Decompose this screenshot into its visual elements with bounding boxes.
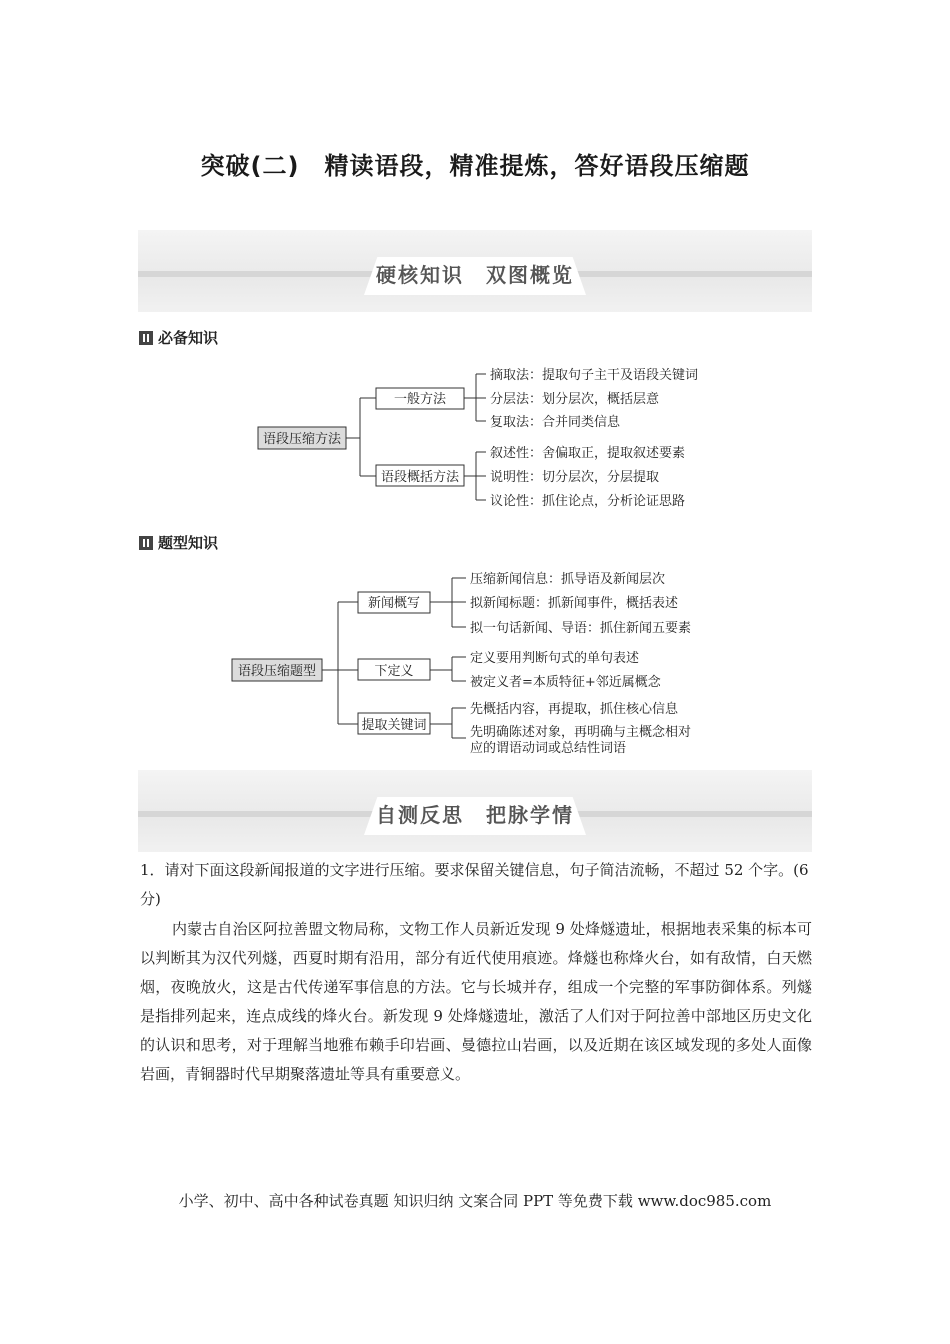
mindmap-branch: 下定义 [374,664,414,679]
banner-title: 自测反思 把脉学情 [376,803,574,827]
mindmap-root: 语段压缩题型 [237,664,317,679]
mindmap-branch: 一般方法 [393,392,447,407]
mindmap-branch: 语段概括方法 [380,470,460,485]
mindmap-leaf: 先概括内容，再提取，抓住核心信息 [470,702,679,717]
mindmap-root: 语段压缩方法 [262,432,342,447]
mindmap-leaf: 压缩新闻信息：抓导语及新闻层次 [470,572,666,587]
mindmap-leaf: 被定义者=本质特征+邻近属概念 [470,675,661,690]
mindmap-leaf: 应的谓语动词或总结性词语 [470,741,627,756]
page-title: 突破(二) 精读语段，精准提炼，答好语段压缩题 [200,152,750,180]
mindmap-leaf: 叙述性：舍偏取正，提取叙述要素 [490,446,686,461]
page-footer: 小学、初中、高中各种试卷真题 知识归纳 文案合同 PPT 等免费下载 www.doc985.com [178,1192,772,1210]
section-label-text: 题型知识 [158,534,219,552]
section-marker-icon [139,536,153,550]
question-passage: 内蒙古自治区阿拉善盟文物局称，文物工作人员新近发现 9 处烽燧遗址，根据地表采集的标本可以判断其为汉代列燧，西夏时期有沿用，部分有近代使用痕迹。烽燧也称烽火台，如有敌情，白天燃烟，夜晚放火，这是古代传递军事信息的方法。它与长城并存，组成一个完整的军事防御体系。列燧是指排列起来，连点成线的烽火台。新发现 9 处烽燧遗址，激活了人们对于阿拉善中部地区历史文化的认识和思考，对于理解当地雅布赖手印岩画、曼德拉山岩画，以及近期在该区域发现的多处人面像岩画，青铜器时代早期聚落遗址等具有重要意义。 [140,920,812,1083]
mindmap-leaf: 拟一句话新闻、导语：抓住新闻五要素 [470,621,692,636]
banner-title: 硬核知识 双图概览 [376,263,574,287]
mindmap-leaf: 拟新闻标题：抓新闻事件，概括表述 [470,596,679,611]
mindmap-leaf: 定义要用判断句式的单句表述 [470,651,640,666]
question-prompt: 1．请对下面这段新闻报道的文字进行压缩。要求保留关键信息，句子简洁流畅，不超过 52 个字。(6 分) [140,861,809,908]
section-label-question-types [139,532,218,553]
mindmap-branch: 提取关键词 [361,718,427,733]
mindmap-leaf: 分层法：划分层次，概括层意 [490,392,660,407]
mindmap-leaf: 摘取法：提取句子主干及语段关键词 [490,368,699,383]
mindmap-branch: 新闻概写 [367,596,421,611]
mindmap-leaf: 说明性：切分层次，分层提取 [490,470,660,485]
mindmap-leaf: 先明确陈述对象，再明确与主概念相对 [470,725,692,740]
section-label-text: 必备知识 [158,329,219,347]
mindmap-leaf: 议论性：抓住论点，分析论证思路 [490,494,686,509]
section-banner-selftest [138,770,812,852]
mindmap-leaf: 复取法：合并同类信息 [490,415,621,430]
